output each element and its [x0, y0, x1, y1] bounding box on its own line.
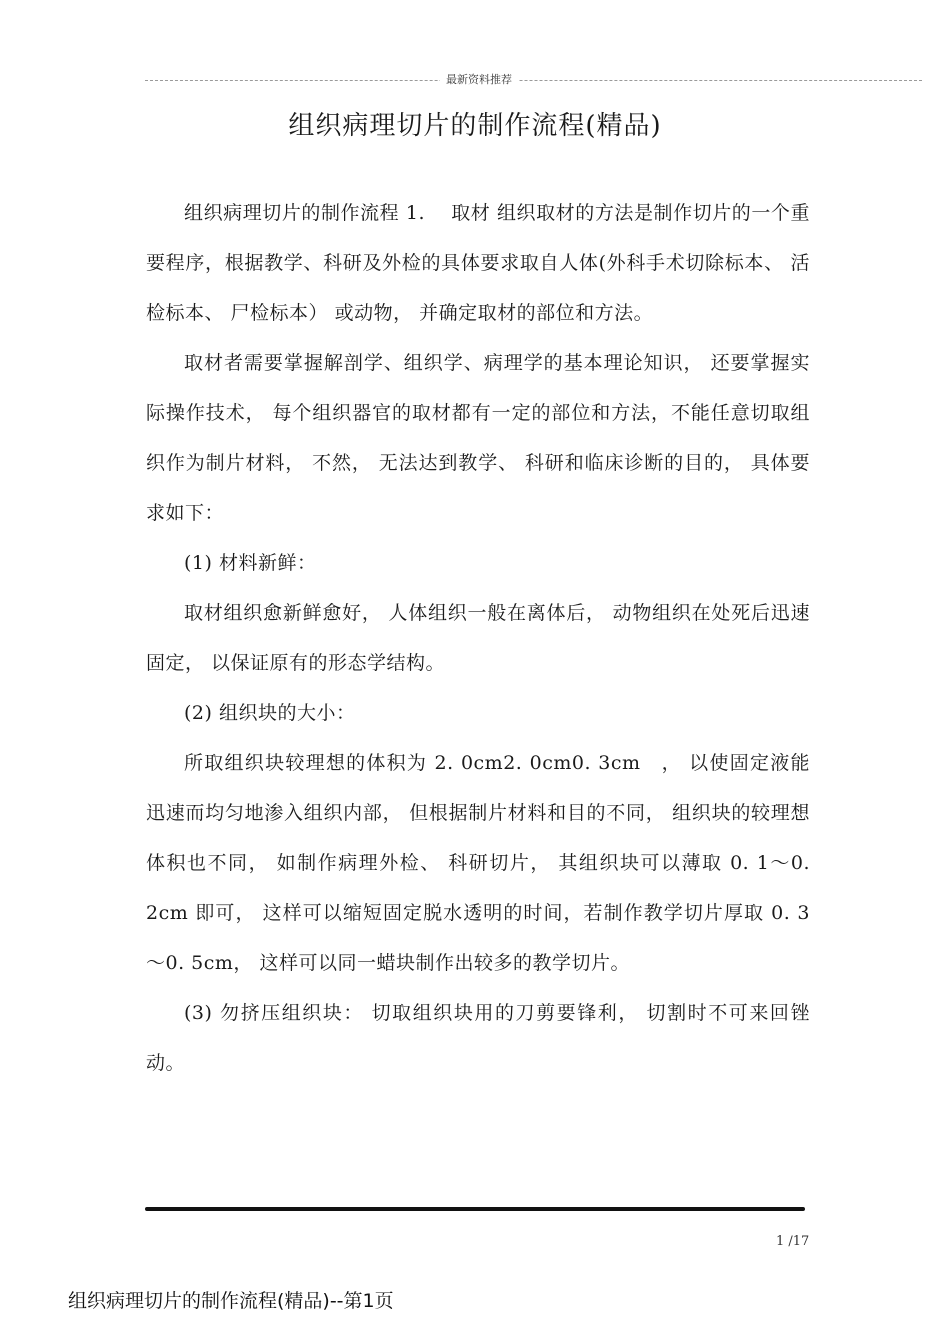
header-dashed-rule — [145, 80, 922, 81]
list-heading-block-size: (2) 组织块的大小： — [184, 702, 356, 724]
document-title: 组织病理切片的制作流程(精品) — [288, 111, 662, 141]
paragraph-no-squeeze: (3) 勿挤压组织块： 切取组织块用的刀剪要锋利， 切割时不可来回锉动。 — [146, 1002, 810, 1074]
document-body — [146, 188, 810, 1088]
page-number: 1 /17 — [776, 1234, 810, 1249]
footer-rule — [145, 1207, 805, 1211]
header-label: 最新资料推荐 — [440, 72, 518, 88]
paragraph-intro: 组织病理切片的制作流程 1. 取材 组织取材的方法是制作切片的一个重要程序，根据教学、科研及外检的具体要求取自人体(外科手术切除标本、 活检标本、 尸检标本） 或动物， 并确定取材的部位和方法。 — [146, 202, 810, 324]
list-heading-fresh-material: (1) 材料新鲜： — [184, 552, 317, 574]
page-caption: 组织病理切片的制作流程(精品)--第1页 — [68, 1290, 394, 1312]
paragraph-requirements: 取材者需要掌握解剖学、组织学、病理学的基本理论知识， 还要掌握实际操作技术， 每个组织器官的取材都有一定的部位和方法，不能任意切取组织作为制片材料， 不然， 无法达到教学、 科研和临床诊断的目的， 具体要求如下： — [146, 352, 810, 524]
paragraph-block-size: 所取组织块较理想的体积为 2. 0cm2. 0cm0. 3cm ， 以使固定液能迅速而均匀地渗入组织内部， 但根据制片材料和目的不同， 组织块的较理想体积也不同， 如制作病理外检、 科研切片， 其组织块可以薄取 0. 1～0. 2cm 即可， 这样可以缩短固定脱水透明的时间，若制作教学切片厚取 0. 3 ～0. 5cm， 这样可以同一蜡块制作出较多的教学切片。 — [146, 752, 810, 974]
paragraph-fresh-material: 取材组织愈新鲜愈好， 人体组织一般在离体后， 动物组织在处死后迅速固定， 以保证原有的形态学结构。 — [146, 602, 810, 674]
